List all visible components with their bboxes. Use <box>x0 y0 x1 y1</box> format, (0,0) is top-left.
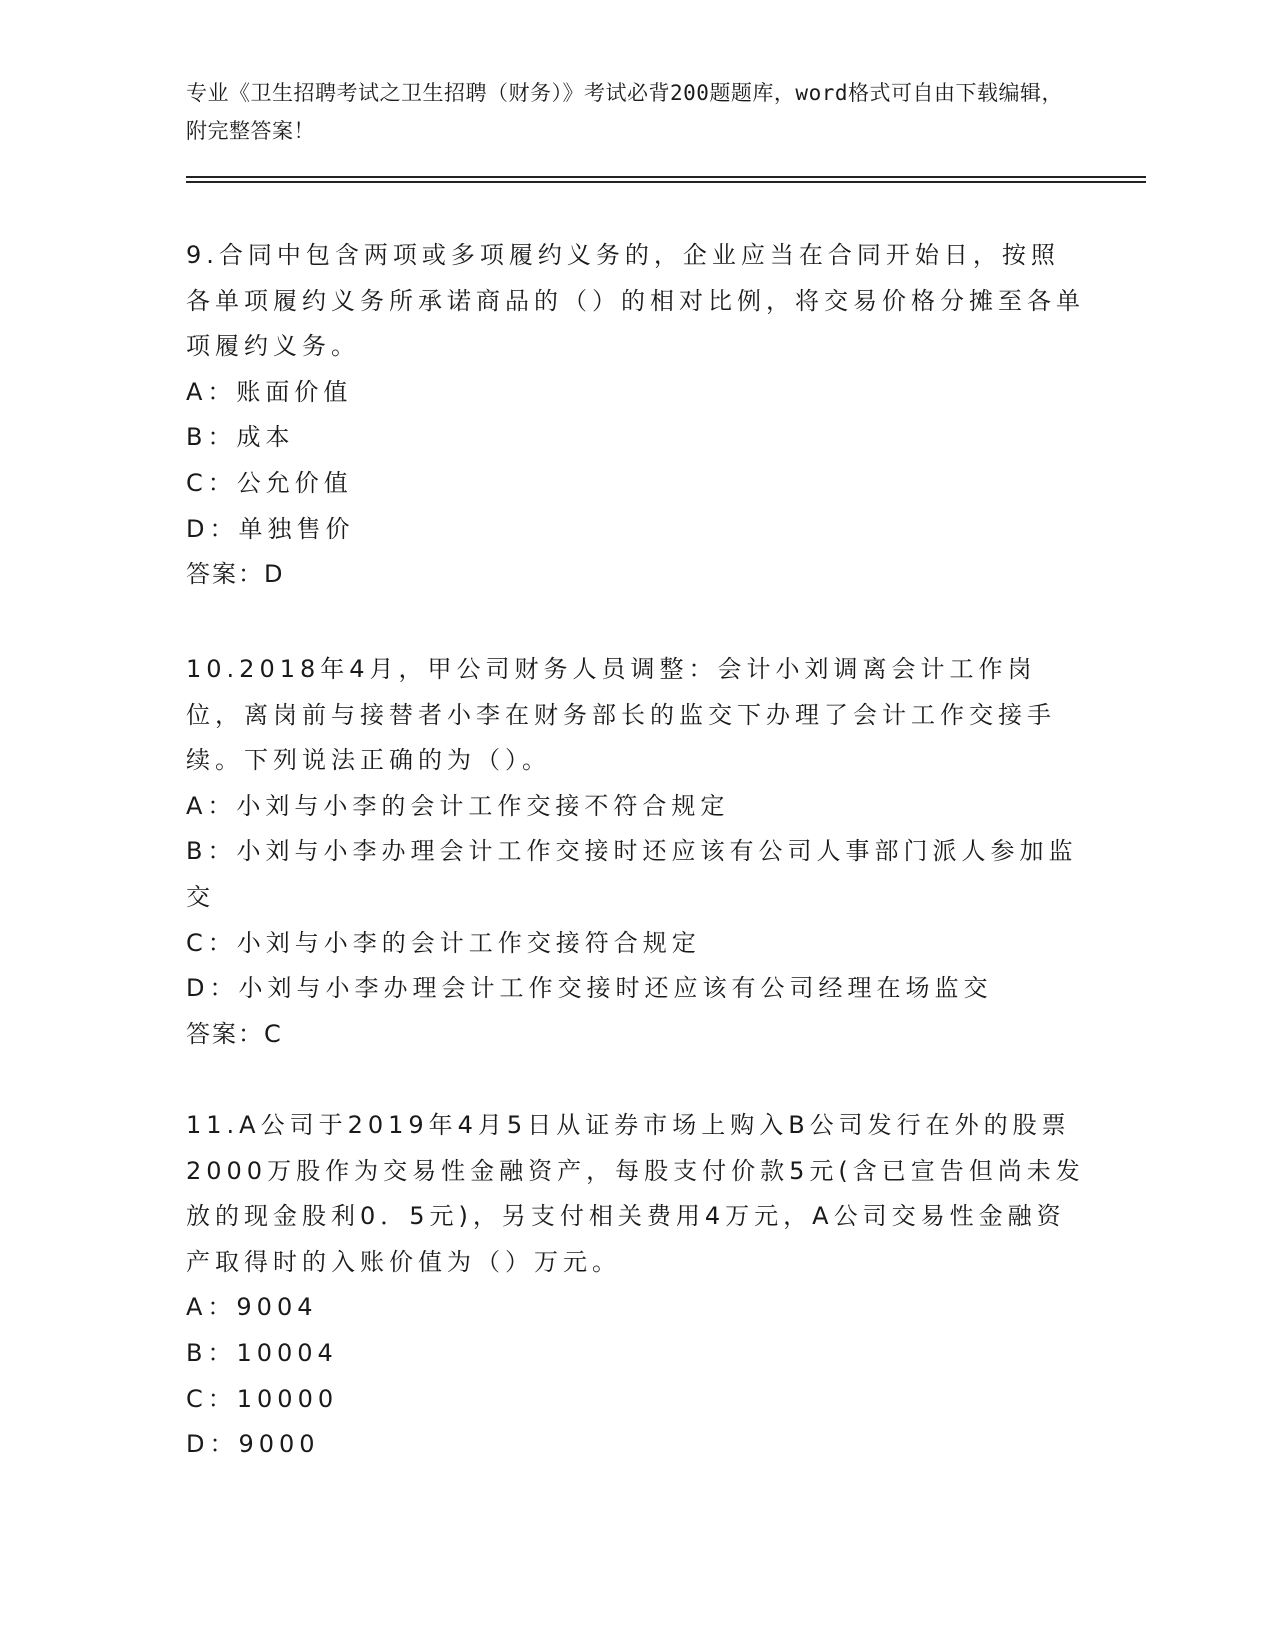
question-stem: 11.A公司于2019年4月5日从证券市场上购入B公司发行在外的股票2000万股作为交易性金融资产，每股支付价款5元(含已宣告但尚未发放的现金股利0．5元)，另支付相关费用4万元，A公司交易性金融资产取得时的入账价值为（）万元。 <box>186 1111 1085 1276</box>
question-11 <box>186 1103 1086 1468</box>
option-d: D：单独售价 <box>186 514 355 543</box>
question-10 <box>186 647 1086 1057</box>
header-divider-top <box>186 176 1146 178</box>
answer: 答案：D <box>186 560 285 589</box>
option-d: D：9000 <box>186 1430 320 1459</box>
option-c: C：公允价值 <box>186 468 353 497</box>
option-d: D：小刘与小李办理会计工作交接时还应该有公司经理在场监交 <box>186 974 993 1003</box>
option-c: C：小刘与小李的会计工作交接符合规定 <box>186 928 701 957</box>
option-c: C：10000 <box>186 1384 339 1413</box>
option-b: B：成本 <box>186 423 295 452</box>
question-9 <box>186 233 1086 598</box>
option-a: A：9004 <box>186 1293 318 1322</box>
option-b: B：10004 <box>186 1338 338 1367</box>
option-a: A：小刘与小李的会计工作交接不符合规定 <box>186 791 730 820</box>
option-a: A：账面价值 <box>186 377 353 406</box>
header-divider-bottom <box>186 181 1146 183</box>
question-stem: 10.2018年4月，甲公司财务人员调整：会计小刘调离会计工作岗位，离岗前与接替者小李在财务部长的监交下办理了会计工作交接手续。下列说法正确的为（）。 <box>186 655 1056 775</box>
answer: 答案：C <box>186 1019 283 1048</box>
question-stem: 9.合同中包含两项或多项履约义务的，企业应当在合同开始日，按照各单项履约义务所承诺商品的（）的相对比例，将交易价格分摊至各单项履约义务。 <box>186 241 1085 361</box>
option-b: B：小刘与小李办理会计工作交接时还应该有公司人事部门派人参加监交 <box>186 837 1078 911</box>
document-header: 专业《卫生招聘考试之卫生招聘（财务）》考试必背200题题库，word格式可自由下载编辑，附完整答案！ <box>186 81 1063 143</box>
